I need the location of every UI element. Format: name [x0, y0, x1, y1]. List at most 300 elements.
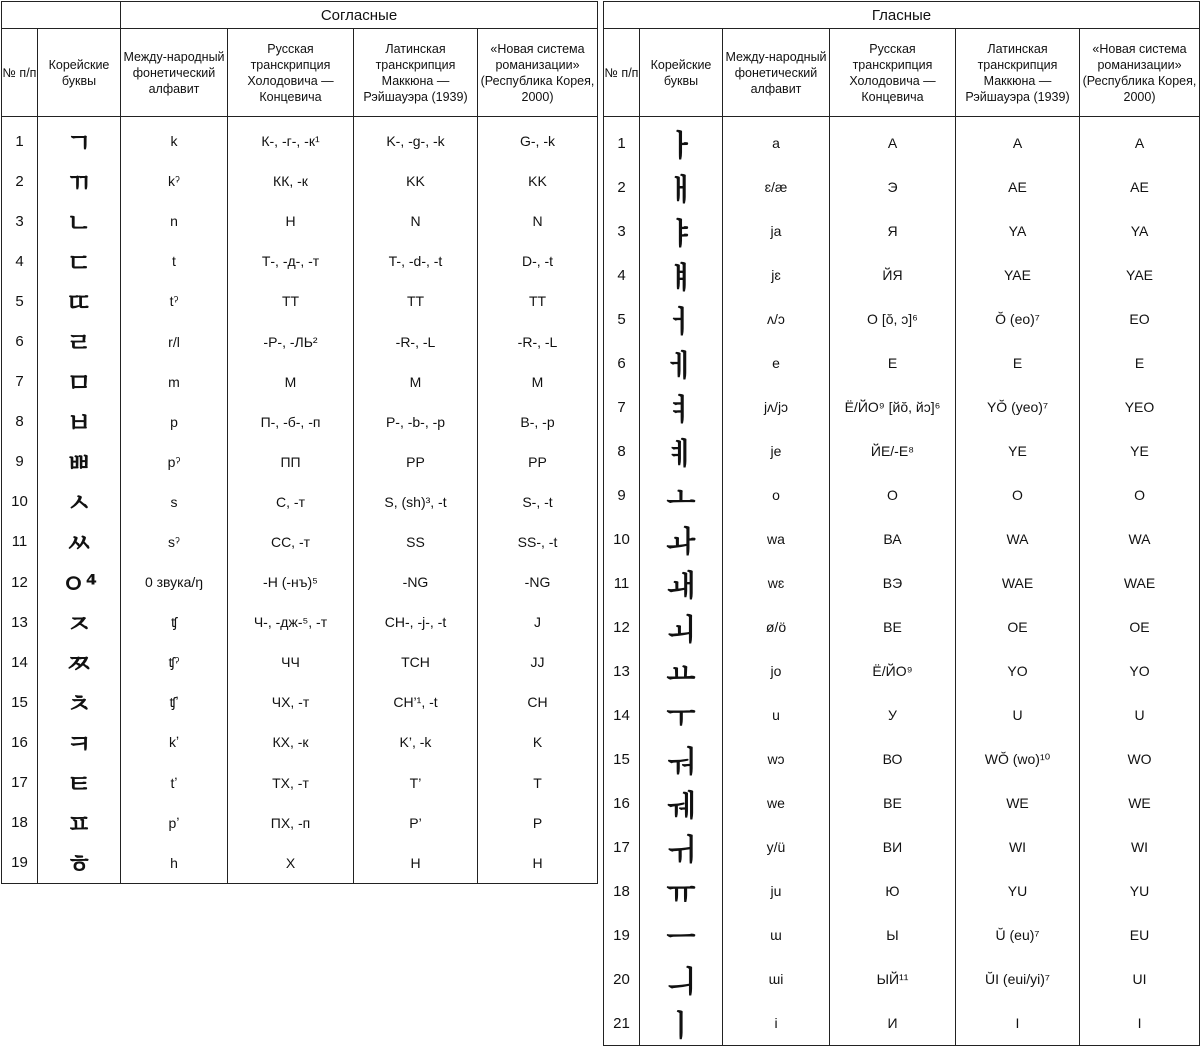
- romanization-cell: YU: [1080, 869, 1200, 913]
- table-row: [604, 913, 1200, 957]
- number-cell: 2: [604, 165, 640, 209]
- ipa-cell: tˀ: [121, 281, 228, 321]
- number-cell: 13: [604, 649, 640, 693]
- latin-cell: I: [956, 1001, 1080, 1046]
- korean-letter-cell: ㅏ: [640, 117, 723, 166]
- latin-cell: YE: [956, 429, 1080, 473]
- number-cell: 14: [2, 642, 38, 682]
- romanization-cell: A: [1080, 117, 1200, 166]
- russian-cell: К-, -г-, -к¹: [228, 117, 354, 162]
- korean-letter-cell: ㅡ: [640, 913, 723, 957]
- latin-cell: P-, -b-, -p: [354, 402, 478, 442]
- table-row: [604, 693, 1200, 737]
- number-cell: 16: [604, 781, 640, 825]
- russian-cell: ЧЧ: [228, 642, 354, 682]
- ipa-cell: tʼ: [121, 763, 228, 803]
- table-row: [2, 522, 598, 562]
- romanization-cell: KK: [478, 161, 598, 201]
- korean-letter-cell: ㄸ: [38, 281, 121, 321]
- ipa-cell: je: [723, 429, 830, 473]
- table-row: [604, 605, 1200, 649]
- romanization-cell: WO: [1080, 737, 1200, 781]
- russian-cell: ВИ: [830, 825, 956, 869]
- russian-cell: -Р-, -ЛЬ²: [228, 321, 354, 361]
- romanization-cell: -R-, -L: [478, 321, 598, 361]
- number-cell: 18: [2, 803, 38, 843]
- number-cell: 20: [604, 957, 640, 1001]
- latin-cell: ŬI (eui/yi)⁷: [956, 957, 1080, 1001]
- russian-cell: КК, -к: [228, 161, 354, 201]
- korean-letter-cell: ㅛ: [640, 649, 723, 693]
- korean-letter-cell: ㄷ: [38, 241, 121, 281]
- korean-letter-cell: ㅌ: [38, 763, 121, 803]
- latin-cell: TCH: [354, 642, 478, 682]
- russian-cell: О [ŏ, ɔ]⁶: [830, 297, 956, 341]
- romanization-cell: WAE: [1080, 561, 1200, 605]
- romanization-cell: JJ: [478, 642, 598, 682]
- ipa-cell: kˀ: [121, 161, 228, 201]
- latin-cell: P’: [354, 803, 478, 843]
- header-new-romanization: «Новая система романизации» (Республика Корея, 2000): [478, 29, 598, 117]
- number-cell: 5: [604, 297, 640, 341]
- consonants-header-row: [2, 29, 598, 117]
- header-new-romanization: «Новая система романизации» (Республика Корея, 2000): [1080, 29, 1200, 117]
- number-cell: 17: [604, 825, 640, 869]
- header-latin-transcription: Латинская транскрипция Маккюна — Рэйшауэра (1939): [956, 29, 1080, 117]
- russian-cell: Э: [830, 165, 956, 209]
- ipa-cell: i: [723, 1001, 830, 1046]
- number-cell: 7: [2, 362, 38, 402]
- ipa-cell: s: [121, 482, 228, 522]
- romanization-cell: AE: [1080, 165, 1200, 209]
- table-row: [604, 957, 1200, 1001]
- number-cell: 16: [2, 722, 38, 762]
- table-row: [604, 253, 1200, 297]
- russian-cell: Х: [228, 843, 354, 884]
- vowels-body: [604, 117, 1200, 1046]
- table-row: [2, 281, 598, 321]
- table-row: [604, 473, 1200, 517]
- russian-cell: ТТ: [228, 281, 354, 321]
- table-row: [2, 803, 598, 843]
- romanization-cell: O: [1080, 473, 1200, 517]
- russian-cell: ВЕ: [830, 781, 956, 825]
- latin-cell: YAE: [956, 253, 1080, 297]
- consonants-table: [1, 1, 598, 884]
- russian-cell: СС, -т: [228, 522, 354, 562]
- romanization-cell: J: [478, 602, 598, 642]
- korean-letter-cell: ㅔ: [640, 341, 723, 385]
- ipa-cell: u: [723, 693, 830, 737]
- romanization-cell: D-, -t: [478, 241, 598, 281]
- vowels-panel: [603, 1, 1199, 1046]
- header-korean-letters: Корейские буквы: [640, 29, 723, 117]
- table-row: [604, 341, 1200, 385]
- number-cell: 4: [604, 253, 640, 297]
- table-row: [2, 402, 598, 442]
- ipa-cell: ɛ/æ: [723, 165, 830, 209]
- korean-letter-cell: ㅁ: [38, 362, 121, 402]
- latin-cell: YA: [956, 209, 1080, 253]
- latin-cell: Ŭ (eu)⁷: [956, 913, 1080, 957]
- ipa-cell: kʼ: [121, 722, 228, 762]
- ipa-cell: we: [723, 781, 830, 825]
- ipa-cell: m: [121, 362, 228, 402]
- korean-letter-cell: ㄹ: [38, 321, 121, 361]
- korean-letter-cell: ㅃ: [38, 442, 121, 482]
- korean-letter-cell: ㅟ: [640, 825, 723, 869]
- romanization-cell: -NG: [478, 562, 598, 602]
- vowels-table: [603, 1, 1200, 1046]
- korean-letter-cell: ㅕ: [640, 385, 723, 429]
- ipa-cell: ʧˀ: [121, 642, 228, 682]
- number-cell: 8: [2, 402, 38, 442]
- latin-cell: S, (sh)³, -t: [354, 482, 478, 522]
- table-row: [604, 649, 1200, 693]
- table-row: [2, 482, 598, 522]
- latin-cell: U: [956, 693, 1080, 737]
- number-cell: 14: [604, 693, 640, 737]
- romanization-cell: TT: [478, 281, 598, 321]
- korean-letter-cell: ㅜ: [640, 693, 723, 737]
- korean-letter-cell: ㅣ: [640, 1001, 723, 1046]
- latin-cell: H: [354, 843, 478, 884]
- table-row: [2, 682, 598, 722]
- vowels-header-row: [604, 29, 1200, 117]
- consonants-group-spacer: [2, 2, 121, 29]
- korean-letter-cell: ㅊ: [38, 682, 121, 722]
- latin-cell: WI: [956, 825, 1080, 869]
- table-row: [604, 117, 1200, 166]
- ipa-cell: ɯi: [723, 957, 830, 1001]
- table-row: [2, 161, 598, 201]
- latin-cell: CH-, -j-, -t: [354, 602, 478, 642]
- romanization-cell: WA: [1080, 517, 1200, 561]
- korean-letter-cell: ㅖ: [640, 429, 723, 473]
- number-cell: 1: [2, 117, 38, 162]
- table-row: [2, 722, 598, 762]
- romanization-cell: YA: [1080, 209, 1200, 253]
- number-cell: 6: [604, 341, 640, 385]
- number-cell: 10: [604, 517, 640, 561]
- table-row: [604, 737, 1200, 781]
- number-cell: 17: [2, 763, 38, 803]
- korean-letter-cell: ㅘ: [640, 517, 723, 561]
- korean-letter-cell: ㅢ: [640, 957, 723, 1001]
- russian-cell: КХ, -к: [228, 722, 354, 762]
- latin-cell: YO: [956, 649, 1080, 693]
- ipa-cell: a: [723, 117, 830, 166]
- number-cell: 1: [604, 117, 640, 166]
- table-row: [2, 362, 598, 402]
- romanization-cell: WE: [1080, 781, 1200, 825]
- russian-cell: ПХ, -п: [228, 803, 354, 843]
- korean-letter-cell: ㄱ: [38, 117, 121, 162]
- header-ipa: Между-народный фонетический алфавит: [121, 29, 228, 117]
- russian-cell: -Н (-нъ)⁵: [228, 562, 354, 602]
- russian-cell: О: [830, 473, 956, 517]
- russian-cell: ПП: [228, 442, 354, 482]
- table-row: [2, 642, 598, 682]
- number-cell: 15: [604, 737, 640, 781]
- romanization-cell: P: [478, 803, 598, 843]
- romanization-cell: SS-, -t: [478, 522, 598, 562]
- table-row: [604, 825, 1200, 869]
- latin-cell: K’, -k: [354, 722, 478, 762]
- number-cell: 15: [2, 682, 38, 722]
- vowels-group-title: Гласные: [604, 2, 1200, 29]
- latin-cell: TT: [354, 281, 478, 321]
- number-cell: 10: [2, 482, 38, 522]
- korean-letter-cell: ㅑ: [640, 209, 723, 253]
- table-row: [2, 117, 598, 162]
- russian-cell: М: [228, 362, 354, 402]
- ipa-cell: jo: [723, 649, 830, 693]
- table-row: [604, 1001, 1200, 1046]
- table-row: [604, 385, 1200, 429]
- romanization-cell: UI: [1080, 957, 1200, 1001]
- ipa-cell: h: [121, 843, 228, 884]
- ipa-cell: ʌ/ɔ: [723, 297, 830, 341]
- table-row: [2, 321, 598, 361]
- number-cell: 3: [604, 209, 640, 253]
- russian-cell: Ч-, -дж-⁵, -т: [228, 602, 354, 642]
- table-row: [2, 763, 598, 803]
- ipa-cell: wɛ: [723, 561, 830, 605]
- number-cell: 7: [604, 385, 640, 429]
- romanization-cell: S-, -t: [478, 482, 598, 522]
- ipa-cell: t: [121, 241, 228, 281]
- latin-cell: WA: [956, 517, 1080, 561]
- latin-cell: O: [956, 473, 1080, 517]
- table-row: [604, 869, 1200, 913]
- table-row: [604, 297, 1200, 341]
- header-korean-letters: Корейские буквы: [38, 29, 121, 117]
- romanization-cell: M: [478, 362, 598, 402]
- latin-cell: -NG: [354, 562, 478, 602]
- korean-letter-cell: ㅆ: [38, 522, 121, 562]
- table-row: [604, 429, 1200, 473]
- header-number: № п/п: [2, 29, 38, 117]
- romanization-cell: B-, -p: [478, 402, 598, 442]
- ipa-cell: ʧʼ: [121, 682, 228, 722]
- ipa-cell: 0 звука/ŋ: [121, 562, 228, 602]
- romanization-cell: WI: [1080, 825, 1200, 869]
- korean-letter-cell: ㅂ: [38, 402, 121, 442]
- ipa-cell: wɔ: [723, 737, 830, 781]
- russian-cell: Е: [830, 341, 956, 385]
- russian-cell: ЫЙ¹¹: [830, 957, 956, 1001]
- korean-letter-cell: ㄲ: [38, 161, 121, 201]
- number-cell: 4: [2, 241, 38, 281]
- table-row: [604, 165, 1200, 209]
- korean-letter-cell: ㅙ: [640, 561, 723, 605]
- consonants-body: [2, 117, 598, 884]
- ipa-cell: ju: [723, 869, 830, 913]
- latin-cell: A: [956, 117, 1080, 166]
- table-row: [2, 843, 598, 884]
- ipa-cell: pˀ: [121, 442, 228, 482]
- korean-letter-cell: ㄴ: [38, 201, 121, 241]
- number-cell: 8: [604, 429, 640, 473]
- number-cell: 13: [2, 602, 38, 642]
- header-russian-transcription: Русская транскрипция Холодовича — Концевича: [830, 29, 956, 117]
- number-cell: 3: [2, 201, 38, 241]
- korean-letter-cell: ㅚ: [640, 605, 723, 649]
- header-latin-transcription: Латинская транскрипция Маккюна — Рэйшауэра (1939): [354, 29, 478, 117]
- number-cell: 9: [604, 473, 640, 517]
- korean-letter-cell: ㅠ: [640, 869, 723, 913]
- latin-cell: WŎ (wo)¹⁰: [956, 737, 1080, 781]
- korean-letter-cell: ㅍ: [38, 803, 121, 843]
- russian-cell: ВЕ: [830, 605, 956, 649]
- romanization-cell: YO: [1080, 649, 1200, 693]
- ipa-cell: r/l: [121, 321, 228, 361]
- latin-cell: K-, -g-, -k: [354, 117, 478, 162]
- latin-cell: WE: [956, 781, 1080, 825]
- table-row: [604, 781, 1200, 825]
- number-cell: 21: [604, 1001, 640, 1046]
- latin-cell: YU: [956, 869, 1080, 913]
- number-cell: 9: [2, 442, 38, 482]
- russian-cell: У: [830, 693, 956, 737]
- number-cell: 19: [604, 913, 640, 957]
- number-cell: 11: [604, 561, 640, 605]
- number-cell: 2: [2, 161, 38, 201]
- russian-cell: Н: [228, 201, 354, 241]
- ipa-cell: jʌ/jɔ: [723, 385, 830, 429]
- latin-cell: OE: [956, 605, 1080, 649]
- russian-cell: ТХ, -т: [228, 763, 354, 803]
- russian-cell: Ё/ЙО⁹ [йŏ, йɔ]⁶: [830, 385, 956, 429]
- table-row: [2, 201, 598, 241]
- table-row: [604, 517, 1200, 561]
- ipa-cell: sˀ: [121, 522, 228, 562]
- ipa-cell: jɛ: [723, 253, 830, 297]
- romanization-cell: K: [478, 722, 598, 762]
- korean-letter-cell: ㅝ: [640, 737, 723, 781]
- russian-cell: ЙЯ: [830, 253, 956, 297]
- korean-letter-cell: ㅅ: [38, 482, 121, 522]
- russian-cell: ВО: [830, 737, 956, 781]
- russian-cell: Ю: [830, 869, 956, 913]
- latin-cell: Ŏ (eo)⁷: [956, 297, 1080, 341]
- romanization-cell: CH: [478, 682, 598, 722]
- number-cell: 6: [2, 321, 38, 361]
- number-cell: 19: [2, 843, 38, 884]
- latin-cell: PP: [354, 442, 478, 482]
- latin-cell: AE: [956, 165, 1080, 209]
- latin-cell: KK: [354, 161, 478, 201]
- table-row: [604, 561, 1200, 605]
- table-row: [2, 602, 598, 642]
- consonants-panel: [1, 1, 597, 884]
- number-cell: 12: [604, 605, 640, 649]
- table-row: [604, 209, 1200, 253]
- korean-letter-cell: ㅗ: [640, 473, 723, 517]
- number-cell: 12: [2, 562, 38, 602]
- latin-cell: E: [956, 341, 1080, 385]
- romanization-cell: YAE: [1080, 253, 1200, 297]
- korean-letter-cell: ㅈ: [38, 602, 121, 642]
- latin-cell: T’: [354, 763, 478, 803]
- romanization-cell: PP: [478, 442, 598, 482]
- romanization-cell: YEO: [1080, 385, 1200, 429]
- header-number: № п/п: [604, 29, 640, 117]
- ipa-cell: k: [121, 117, 228, 162]
- romanization-cell: E: [1080, 341, 1200, 385]
- ipa-cell: ʧ: [121, 602, 228, 642]
- korean-letter-cell: ㅓ: [640, 297, 723, 341]
- korean-letter-cell: ㅋ: [38, 722, 121, 762]
- latin-cell: N: [354, 201, 478, 241]
- number-cell: 5: [2, 281, 38, 321]
- romanization-cell: U: [1080, 693, 1200, 737]
- consonants-group-title: Согласные: [121, 2, 598, 29]
- ipa-cell: ø/ö: [723, 605, 830, 649]
- romanization-cell: T: [478, 763, 598, 803]
- russian-cell: П-, -б-, -п: [228, 402, 354, 442]
- ipa-cell: ja: [723, 209, 830, 253]
- russian-cell: Т-, -д-, -т: [228, 241, 354, 281]
- russian-cell: ВЭ: [830, 561, 956, 605]
- latin-cell: CH’¹, -t: [354, 682, 478, 722]
- russian-cell: Я: [830, 209, 956, 253]
- latin-cell: YŎ (yeo)⁷: [956, 385, 1080, 429]
- romanization-cell: G-, -k: [478, 117, 598, 162]
- header-russian-transcription: Русская транскрипция Холодовича — Концевича: [228, 29, 354, 117]
- ipa-cell: y/ü: [723, 825, 830, 869]
- russian-cell: С, -т: [228, 482, 354, 522]
- latin-cell: SS: [354, 522, 478, 562]
- number-cell: 11: [2, 522, 38, 562]
- header-ipa: Между-народный фонетический алфавит: [723, 29, 830, 117]
- russian-cell: Ы: [830, 913, 956, 957]
- latin-cell: M: [354, 362, 478, 402]
- table-row: [2, 241, 598, 281]
- ipa-cell: pʼ: [121, 803, 228, 843]
- latin-cell: -R-, -L: [354, 321, 478, 361]
- russian-cell: ЧХ, -т: [228, 682, 354, 722]
- ipa-cell: o: [723, 473, 830, 517]
- korean-letter-cell: ㅒ: [640, 253, 723, 297]
- romanization-cell: YE: [1080, 429, 1200, 473]
- romanization-cell: H: [478, 843, 598, 884]
- russian-cell: А: [830, 117, 956, 166]
- korean-letter-cell: ㅇ⁴: [38, 562, 121, 602]
- romanization-cell: N: [478, 201, 598, 241]
- ipa-cell: ɯ: [723, 913, 830, 957]
- ipa-cell: wa: [723, 517, 830, 561]
- romanization-cell: EO: [1080, 297, 1200, 341]
- russian-cell: ВА: [830, 517, 956, 561]
- russian-cell: Ё/ЙО⁹: [830, 649, 956, 693]
- ipa-cell: n: [121, 201, 228, 241]
- latin-cell: T-, -d-, -t: [354, 241, 478, 281]
- ipa-cell: e: [723, 341, 830, 385]
- romanization-cell: I: [1080, 1001, 1200, 1046]
- korean-letter-cell: ㅞ: [640, 781, 723, 825]
- russian-cell: ЙЕ/-Е⁸: [830, 429, 956, 473]
- korean-letter-cell: ㅐ: [640, 165, 723, 209]
- romanization-cell: OE: [1080, 605, 1200, 649]
- latin-cell: WAE: [956, 561, 1080, 605]
- russian-cell: И: [830, 1001, 956, 1046]
- number-cell: 18: [604, 869, 640, 913]
- korean-letter-cell: ㅎ: [38, 843, 121, 884]
- korean-letter-cell: ㅉ: [38, 642, 121, 682]
- table-row: [2, 442, 598, 482]
